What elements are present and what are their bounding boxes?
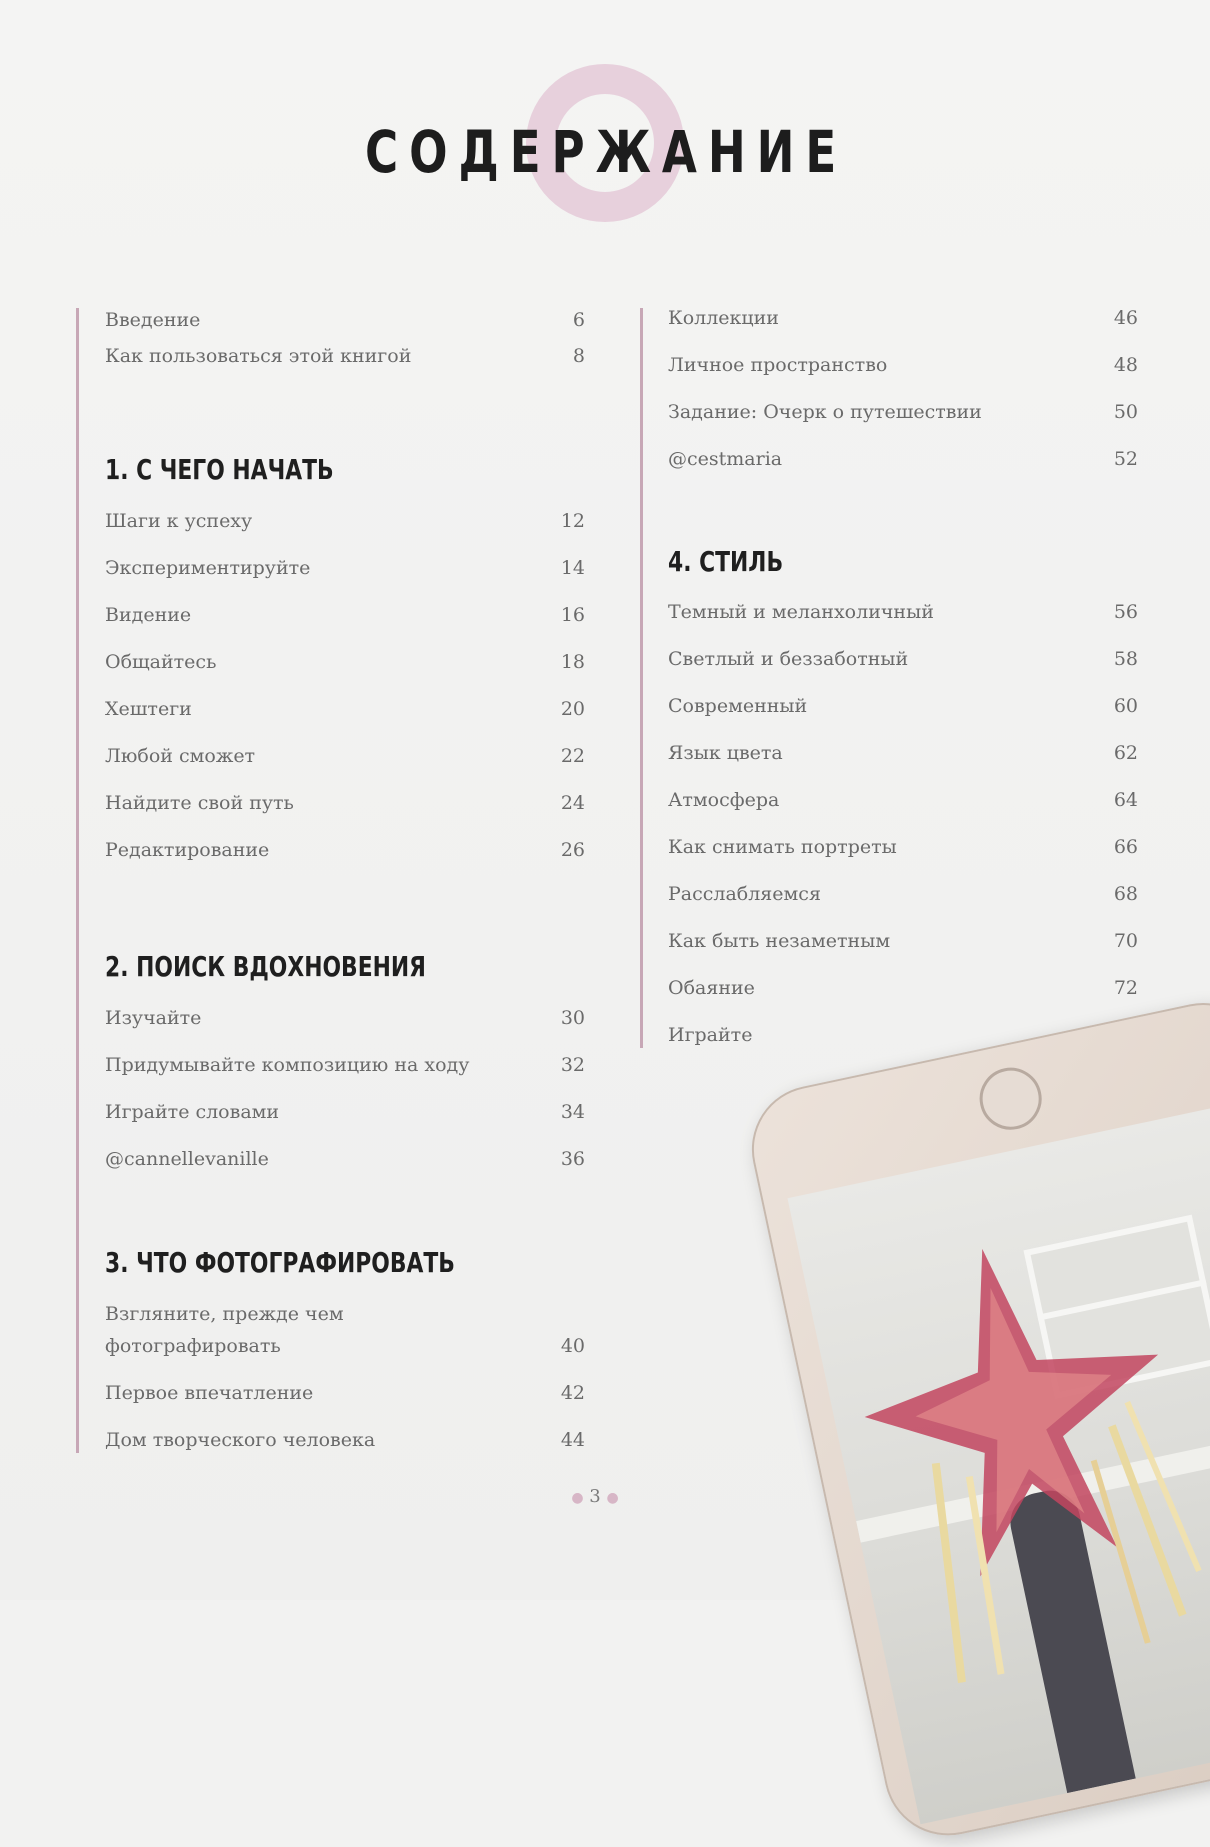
toc-entry-page: 16 — [560, 604, 585, 626]
toc-entry-page: 58 — [1113, 648, 1138, 670]
toc-entry[interactable] — [668, 973, 1138, 1003]
toc-entry-title: Как снимать портреты — [668, 836, 897, 858]
toc-entry-title: Современный — [668, 695, 808, 717]
toc-entry-page: 20 — [560, 698, 585, 720]
toc-entry-page: 14 — [560, 557, 585, 579]
toc-entry[interactable] — [668, 879, 1138, 909]
toc-entry-title: Найдите свой путь — [105, 792, 294, 814]
section-heading: 3. ЧТО ФОТОГРАФИРОВАТЬ — [105, 1246, 455, 1279]
toc-entry-page: 44 — [560, 1429, 585, 1451]
toc-entry[interactable] — [668, 691, 1138, 721]
toc-entry-title: Играйте — [668, 1024, 753, 1046]
toc-entry-page: 60 — [1113, 695, 1138, 717]
left-column-rule — [76, 308, 79, 1453]
toc-entry-title: Введение — [105, 309, 201, 331]
toc-entry[interactable] — [668, 350, 1138, 380]
toc-entry[interactable] — [105, 1298, 585, 1362]
toc-entry-title: Личное пространство — [668, 354, 888, 376]
toc-entry[interactable] — [105, 305, 585, 335]
toc-entry-title: Расслабляемся — [668, 883, 821, 905]
toc-entry-page: 70 — [1113, 930, 1138, 952]
toc-entry-page: 66 — [1113, 836, 1138, 858]
phone-screen-photo — [787, 1100, 1210, 1824]
toc-entry-title: Видение — [105, 604, 192, 626]
toc-entry[interactable] — [105, 835, 585, 865]
toc-entry[interactable] — [105, 694, 585, 724]
toc-entry-title: Язык цвета — [668, 742, 783, 764]
toc-entry-title: Придумывайте композицию на ходу — [105, 1054, 470, 1076]
toc-entry-page: 8 — [572, 345, 585, 367]
toc-entry[interactable] — [668, 303, 1138, 333]
toc-entry-title: Дом творческого человека — [105, 1429, 376, 1451]
page-number-value: 3 — [589, 1486, 601, 1507]
toc-entry-page: 40 — [560, 1335, 585, 1357]
toc-entry[interactable] — [668, 785, 1138, 815]
section-heading: 2. ПОИСК ВДОХНОВЕНИЯ — [105, 950, 426, 983]
page-number — [560, 1486, 630, 1507]
toc-entry[interactable] — [105, 1050, 585, 1080]
toc-entry[interactable] — [668, 644, 1138, 674]
toc-entry[interactable] — [105, 1097, 585, 1127]
toc-entry[interactable] — [105, 1378, 585, 1408]
toc-entry-title: Взгляните, прежде чем фотографировать — [105, 1303, 344, 1357]
toc-entry-title: Любой сможет — [105, 745, 256, 767]
toc-entry-title: Коллекции — [668, 307, 779, 329]
toc-entry-page: 52 — [1113, 448, 1138, 470]
phone-home-button — [974, 1062, 1048, 1136]
toc-entry-title: Изучайте — [105, 1007, 202, 1029]
toc-entry-title: Как пользоваться этой книгой — [105, 345, 412, 367]
section-heading: 4. СТИЛЬ — [668, 545, 784, 578]
toc-entry-title: Шаги к успеху — [105, 510, 253, 532]
toc-entry-page: 42 — [560, 1382, 585, 1404]
toc-entry-title: Первое впечатление — [105, 1382, 314, 1404]
toc-entry-title: Темный и меланхоличный — [668, 601, 934, 623]
toc-entry-title: Как быть незаметным — [668, 930, 891, 952]
toc-entry-title: Играйте словами — [105, 1101, 280, 1123]
toc-entry-page: 56 — [1113, 601, 1138, 623]
toc-entry[interactable] — [105, 788, 585, 818]
toc-entry[interactable] — [105, 1144, 585, 1174]
toc-entry-title: Редактирование — [105, 839, 270, 861]
toc-entry[interactable] — [668, 597, 1138, 627]
toc-entry[interactable] — [105, 741, 585, 771]
page-title: СОДЕРЖАНИЕ — [364, 118, 848, 186]
toc-entry-title: Обаяние — [668, 977, 755, 999]
toc-entry-title: Общайтесь — [105, 651, 217, 673]
toc-entry-title: @cannellevanille — [105, 1148, 269, 1170]
toc-entry[interactable] — [105, 553, 585, 583]
toc-entry-page: 62 — [1113, 742, 1138, 764]
toc-entry-title: Атмосфера — [668, 789, 780, 811]
toc-entry-page: 18 — [560, 651, 585, 673]
section-heading: 1. С ЧЕГО НАЧАТЬ — [105, 453, 334, 486]
toc-entry-page: 22 — [560, 745, 585, 767]
toc-entry-page: 68 — [1113, 883, 1138, 905]
toc-entry-title: Экспериментируйте — [105, 557, 311, 579]
toc-entry[interactable] — [105, 600, 585, 630]
folio-dot-icon: ● — [606, 1490, 619, 1506]
toc-entry-page: 48 — [1113, 354, 1138, 376]
toc-entry-title: Светлый и беззаботный — [668, 648, 909, 670]
toc-entry-page: 24 — [560, 792, 585, 814]
toc-entry-page: 36 — [560, 1148, 585, 1170]
toc-entry[interactable] — [668, 926, 1138, 956]
toc-entry-page: 12 — [560, 510, 585, 532]
toc-entry-page: 64 — [1113, 789, 1138, 811]
toc-entry[interactable] — [668, 738, 1138, 768]
toc-entry-page: 26 — [560, 839, 585, 861]
toc-entry[interactable] — [105, 1425, 585, 1455]
toc-entry[interactable] — [105, 506, 585, 536]
toc-entry-page: 46 — [1113, 307, 1138, 329]
toc-entry[interactable] — [668, 444, 1138, 474]
toc-entry-page: 30 — [560, 1007, 585, 1029]
toc-entry[interactable] — [105, 341, 585, 371]
toc-entry[interactable] — [668, 832, 1138, 862]
right-column-rule — [640, 308, 643, 1048]
toc-entry-title: Хештеги — [105, 698, 192, 720]
toc-entry[interactable] — [668, 397, 1138, 427]
toc-entry[interactable] — [105, 647, 585, 677]
toc-entry-page: 34 — [560, 1101, 585, 1123]
phone-illustration — [740, 991, 1210, 1847]
folio-dot-icon: ● — [571, 1490, 584, 1506]
toc-entry-title: @cestmaria — [668, 448, 783, 470]
toc-entry-page: 6 — [572, 309, 585, 331]
toc-entry-page: 50 — [1113, 401, 1138, 423]
toc-entry-page: 32 — [560, 1054, 585, 1076]
toc-entry-title: Задание: Очерк о путешествии — [668, 401, 982, 423]
toc-entry-page: 72 — [1113, 977, 1138, 999]
toc-entry[interactable] — [105, 1003, 585, 1033]
